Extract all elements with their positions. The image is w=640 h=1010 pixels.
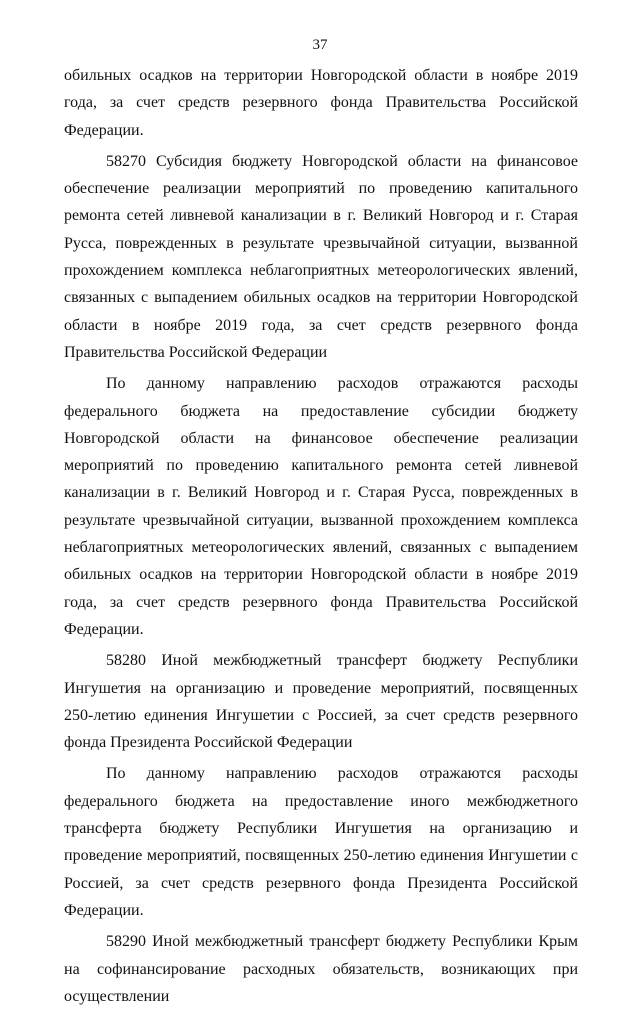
paragraph-58290-heading: 58290 Иной межбюджетный трансферт бюджету Республики Крым на софинансирование расходных обязательств, возникающих при осуществлении (64, 933, 578, 1005)
paragraph-58270-heading: 58270 Субсидия бюджету Новгородской области на финансовое обеспечение реализации мероприятий по проведению капитального ремонта сетей ливневой канализации в г. Великий Новгород и г. Старая Русса, поврежденных в результате чрезвычайной ситуации, вызванной прохождением комплекса неблагоприятных метеорологических явлений, связанных с выпадением обильных осадков на территории Новгородской области в ноябре 2019 года, за счет средств резервного фонда Правительства Российской Федерации (64, 152, 578, 361)
paragraph-58270-description: По данному направлению расходов отражаются расходы федерального бюджета на предоставление субсидии бюджету Новгородской области на финансовое обеспечение реализации мероприятий по проведению капитального ремонта сетей ливневой канализации в г. Великий Новгород и г. Старая Русса, поврежденных в результате чрезвычайной ситуации, вызванной прохождением комплекса неблагоприятных метеорологических явлений, связанных с выпадением обильных осадков на территории Новгородской области в ноябре 2019 года, за счет средств резервного фонда Правительства Российской Федерации. (64, 375, 578, 638)
page-number: 37 (312, 37, 328, 53)
paragraph-58280-description: По данному направлению расходов отражаются расходы федерального бюджета на предоставление иного межбюджетного трансферта бюджету Республики Ингушетия на организацию и проведение мероприятий, посвященных 250-летию единения Ингушетии с Россией, за счет средств резервного фонда Президента Российской Федерации. (64, 765, 578, 919)
paragraph-58280-heading: 58280 Иной межбюджетный трансферт бюджету Республики Ингушетия на организацию и проведение мероприятий, посвященных 250-летию единения Ингушетии с Россией, за счет средств резервного фонда Президента Российской Федерации (64, 652, 578, 752)
paragraph-continuation: обильных осадков на территории Новгородской области в ноябре 2019 года, за счет средств резервного фонда Правительства Российской Федерации. (64, 67, 578, 139)
document-body (64, 62, 578, 1010)
